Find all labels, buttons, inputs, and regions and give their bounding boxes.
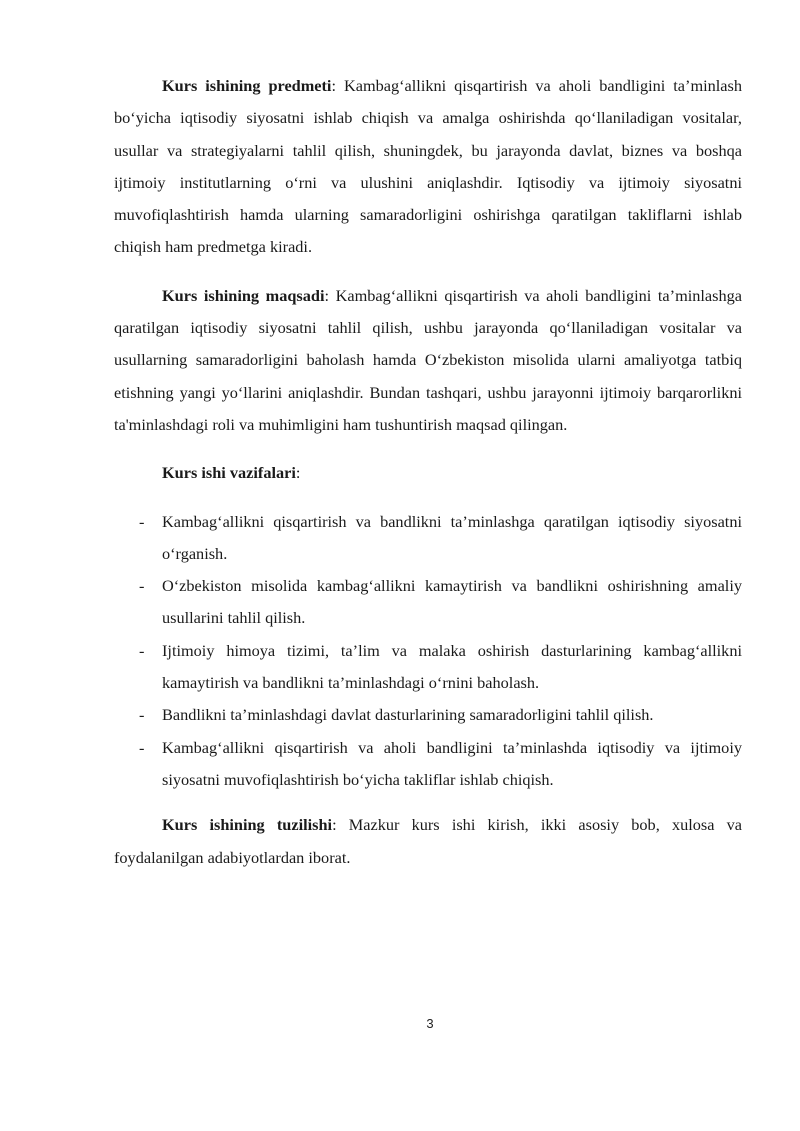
document-page	[114, 70, 742, 874]
list-item-text: O‘zbekiston misolida kambag‘allikni kamaytirish va bandlikni oshirishning amaliy usullarini tahlil qilish.	[162, 576, 742, 628]
goal-heading: Kurs ishining maqsadi	[162, 285, 325, 305]
list-marker: -	[139, 737, 145, 757]
list-item-text: Bandlikni ta’minlashdagi davlat dasturlarining samaradorligini tahlil qilish.	[162, 705, 654, 725]
subject-paragraph	[114, 70, 742, 264]
goal-paragraph	[114, 280, 742, 441]
separator: :	[332, 815, 349, 835]
structure-text: Mazkur kurs ishi kirish, ikki asosiy bob, xulosa va foydalanilgan adabiyotlardan iborat.	[114, 815, 743, 867]
list-marker: -	[139, 705, 145, 725]
list-item	[114, 570, 742, 635]
list-item	[114, 732, 742, 797]
list-item	[114, 635, 742, 700]
subject-heading: Kurs ishining predmeti	[162, 76, 332, 95]
separator: :	[324, 285, 336, 305]
list-marker: -	[139, 640, 145, 660]
list-item-text: Ijtimoiy himoya tizimi, ta’lim va malaka oshirish dasturlarining kambag‘allikni kamaytirish va bandlikni ta’minlashdagi o‘rnini baholash.	[162, 640, 742, 693]
list-marker: -	[139, 511, 145, 531]
tasks-heading-paragraph	[114, 457, 742, 489]
separator: :	[331, 76, 344, 95]
list-item	[114, 699, 742, 731]
tasks-list	[114, 506, 742, 797]
goal-text: Kambag‘allikni qisqartirish va aholi bandligini ta’minlashga qaratilgan iqtisodiy siyosatni tahlil qilish, ushbu jarayonda qo‘llaniladigan vositalar va usullarning samaradorligini baholash hamda O‘zbekiston misolida ularni amaliyotga tatbiq etishning yangi yo‘llarini aniqlashdir. Bundan tashqari, ushbu jarayonni ijtimoiy barqarorlikni ta'minlashdagi roli va muhimligini ham tushuntirish maqsad qilingan.	[114, 285, 742, 434]
page-number: 3	[426, 1016, 434, 1031]
tasks-heading: Kurs ishi vazifalari	[162, 463, 296, 483]
structure-heading: Kurs ishining tuzilishi	[162, 815, 333, 835]
list-marker: -	[139, 576, 145, 596]
list-item-text: Kambag‘allikni qisqartirish va aholi bandligini ta’minlashda iqtisodiy va ijtimoiy siyosatni muvofiqlashtirish bo‘yicha takliflar ishlab chiqish.	[162, 737, 742, 789]
list-item	[114, 506, 742, 571]
tasks-colon: :	[295, 463, 301, 483]
structure-paragraph	[114, 809, 742, 874]
subject-text: Kambag‘allikni qisqartirish va aholi bandligini ta’minlash bo‘yicha iqtisodiy siyosatni ishlab chiqish va amalga oshirishda qo‘llaniladigan vositalar, usullar va strategiyalarni tahlil qilish, shuningdek, bu jarayonda davlat, biznes va boshqa ijtimoiy institutlarning o‘rni va ulushini aniqlashdir. Iqtisodiy va ijtimoiy siyosatni muvofiqlashtirish hamda ularning samaradorligini oshirishga qaratilgan takliflarni ishlab chiqish ham predmetga kiradi.	[114, 76, 742, 257]
list-item-text: Kambag‘allikni qisqartirish va bandlikni ta’minlashga qaratilgan iqtisodiy siyosatni o‘rganish.	[162, 511, 742, 563]
